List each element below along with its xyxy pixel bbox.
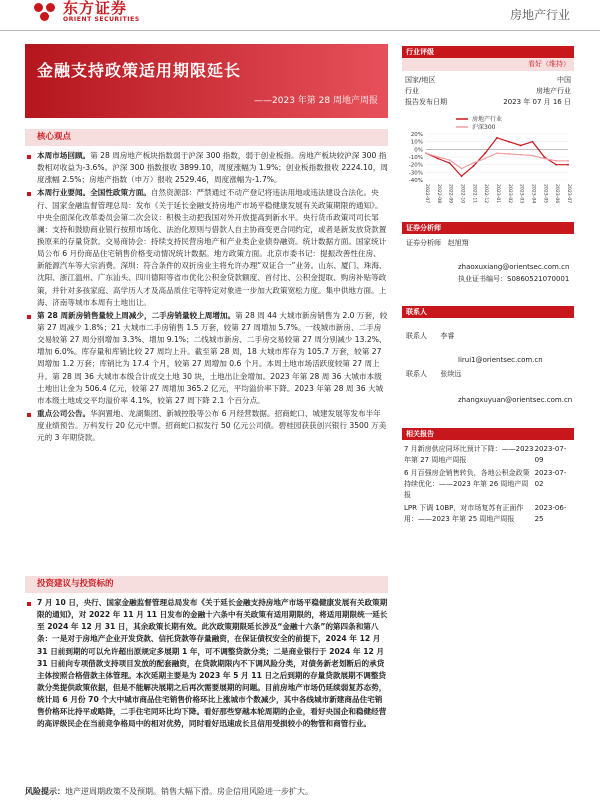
rating-panel bbox=[402, 46, 574, 108]
data-point bbox=[472, 162, 474, 164]
x-tick-label: 2023-01 bbox=[495, 184, 500, 204]
data-point bbox=[543, 158, 545, 160]
related-report[interactable]: LPR 下调 10BP，对市场复苏有正面作用：——2023 年第 25 周地产周报 2023-06-25 bbox=[404, 504, 567, 523]
x-tick-label: 2023-05 bbox=[542, 184, 548, 204]
legend-label: 房地产行业 bbox=[472, 116, 503, 123]
contact-heading: 联系人 bbox=[402, 306, 574, 318]
info-country: 国家/地区 中国 bbox=[405, 76, 571, 84]
y-tick-label: 20% bbox=[410, 132, 423, 138]
contact-panel bbox=[402, 306, 574, 406]
core-item-sales: 第 28 周新房销售量较上周减少，二手房销量较上周增加。第 28 周 44 大城市新房销售为 2.0 万套，较第 27 周减少 1.8%；21 大城市二手房销售 1.5 万套，较第 27 周增加 5.7%。一线城市新房、二手房交易较第 27 周分别增加 3.3%、增加 9.1%；二线城市新房、二手房交易较第 27 周分别减少 13.2%、增加 6.0%。库存量和库销比较 27 周均上升。截至第 28 周，18 大城市库存为 105.7 万套，较第 27 周增加 1.2 万套；库销比为 17.4 个月，较第 27 周增加 0.6 个月。本周土地市场活跃度较第 27 周上升。第 28 周 36 大城市本级合计成交土地 30 块，土地出让金增加。2023 年第 28 周 36 大城市本级土地出让金为 506.4 亿元，较第 27 周增加 365.2 亿元，平均溢价率下降。2023 年第 28 周 36 大城市本级土地成交平均溢价率 4.1%，较第 27 周下降 2.1 个百分点。 bbox=[25, 310, 388, 407]
industry-title: 房地产行业 bbox=[509, 8, 570, 22]
performance-chart bbox=[402, 112, 574, 204]
data-point bbox=[484, 152, 486, 154]
data-point bbox=[555, 164, 557, 166]
advice-section-heading: 投资建议与投资标的 bbox=[25, 576, 388, 593]
data-point bbox=[437, 156, 439, 158]
data-point bbox=[461, 175, 463, 177]
x-tick-label: 2023-06 bbox=[554, 184, 560, 204]
x-tick-label: 2022-11 bbox=[471, 184, 477, 204]
info-date: 报告发布日期 2023 年 07 月 16 日 bbox=[405, 98, 571, 106]
core-item-announcements: 重点公司公告。华润置地、龙湖集团、新城控股等公布 6 月经营数据。招商蛇口、城建发展等发布半年度业绩预告。万科发行 20 亿元中票。招商蛇口拟发行 50 亿元公司债。碧桂园获获创兴银行 3500 万美元的 3 年期贷款。 bbox=[25, 408, 388, 444]
analyst-cert: 执业证书编号：S0860521070001 bbox=[458, 275, 570, 283]
related-report[interactable]: 6 月百强房企销售转负，各地公积金政策持续优化：——2023 年第 26 周地产周报 2023-07-02 bbox=[404, 469, 567, 499]
x-tick-label: 2022-07 bbox=[424, 184, 429, 204]
related-report[interactable]: 7 月新房供应同环比预计下降：——2023 年第 27 周地产周报 2023-07-09 bbox=[404, 445, 567, 464]
related-heading: 相关报告 bbox=[402, 428, 574, 440]
data-point bbox=[508, 141, 510, 143]
data-point bbox=[425, 152, 427, 154]
data-point bbox=[449, 159, 451, 161]
x-tick-label: 2023-03 bbox=[518, 184, 524, 204]
contact-row: 联系人 张续远 bbox=[406, 370, 462, 378]
core-section bbox=[25, 150, 388, 445]
data-point bbox=[555, 160, 557, 162]
data-point bbox=[532, 155, 534, 157]
contact-row: 联系人 李睿 bbox=[406, 332, 455, 340]
data-point bbox=[508, 153, 510, 155]
related-panel bbox=[402, 428, 574, 527]
x-tick-label: 2022-08 bbox=[435, 184, 441, 204]
y-tick-label: -30% bbox=[408, 170, 423, 177]
report-title: 金融支持政策适用期限延长 bbox=[37, 61, 242, 80]
brand-name-cn: 东方证券 bbox=[63, 0, 128, 17]
analyst-email[interactable]: zhaoxuxiang@orientsec.com.cn bbox=[458, 263, 570, 271]
x-tick-label: 2022-12 bbox=[483, 184, 489, 204]
info-industry: 行业 房地产行业 bbox=[405, 87, 571, 95]
analyst-row: 证券分析师 赵旭翔 bbox=[406, 239, 469, 247]
risk-label: 风险提示： bbox=[25, 787, 65, 796]
core-item-market: 本周市场回顾。第 28 周房地产板块指数弱于沪深 300 指数，弱于创业板指。房地产板块较沪深 300 指数相对收益为-3.6%。沪深 300 指数报收 3899.10，周度涨幅为 1.9%；创业板指数报收 2224.10，周度涨幅 2.5%；房地产指数（申万）报收 2529.46，周度涨幅为-1.7%。 bbox=[25, 150, 388, 186]
data-point bbox=[520, 145, 522, 147]
brand-logo-mark bbox=[34, 2, 58, 22]
data-point bbox=[532, 141, 534, 143]
data-point bbox=[449, 162, 451, 164]
x-tick-label: 2023-07 bbox=[566, 184, 571, 204]
advice-text: 7 月 10 日，央行、国家金融监督管理总局发布《关于延长金融支持房地产市场平稳健康发展有关政策期限的通知》，对 2022 年 11 月 11 日发布的金融十六条中有关政策有适用期限的，将适用期限统一延长至 2024 年 12 月 31 日，其余政策长期有效。此次政策期限延长涉及“金融十六条”的第四条和第八条：一是对于房地产企业开发贷款、信托贷款等存量融资，在保证债权安全的前提下，2024 年 12 月 31 日前到期的可以允许超出原规定多展期 1 年，可不调整贷款分类；二是商业银行于 2024 年 12 月 31 日前向专项借款支持项目发放的配套融资，在贷款期限内不下调风险分类，对债务新老划断后的承贷主体按照合格借款主体管理。本次延期主要是为 2023 年 5 月 11 日之后到期的存量贷款展期不调整贷款分类提供政策依据，但是不能解决展期之后再次需要展期的问题。目前房地产市场仍延续弱复苏态势，统计局 6 月份 70 个大中城市商品住宅销售价格环比上涨城市个数减少，其中各线城市新建商品住宅销售价格环比持平或略降，二手住宅同环比均下降。看好那些穿越本轮周期的企业，看好央国企和稳健经营的高评级民企在当前竞争格局中的相对优势，同时看好迅速成长且信用受损较小的物管和商管行业。 bbox=[25, 597, 388, 731]
x-tick-label: 2023-02 bbox=[506, 184, 512, 204]
analyst-name: 赵旭翔 bbox=[447, 239, 469, 247]
y-tick-label: 10% bbox=[410, 139, 423, 146]
brand-logo bbox=[34, 0, 140, 24]
rating-row bbox=[402, 58, 574, 71]
core-section-heading: 核心观点 bbox=[25, 129, 388, 146]
analyst-panel bbox=[402, 222, 574, 285]
data-point bbox=[567, 164, 569, 166]
report-subtitle: ——2023 年第 28 周地产周报 bbox=[254, 96, 378, 106]
x-tick-label: 2023-04 bbox=[530, 184, 536, 204]
y-tick-label: -40% bbox=[408, 178, 423, 184]
data-point bbox=[484, 158, 486, 160]
risk-text: 地产逆周期政策不及预期。销售大幅下滑。房企信用风险进一步扩大。 bbox=[65, 787, 313, 796]
data-point bbox=[520, 154, 522, 156]
y-tick-label: -20% bbox=[408, 162, 423, 169]
brand-name-en: ORIENT SECURITIES bbox=[63, 16, 140, 23]
series-line-1 bbox=[426, 153, 568, 168]
legend-label: 沪深300 bbox=[472, 124, 496, 131]
data-point bbox=[496, 137, 498, 139]
data-point bbox=[437, 158, 439, 160]
data-point bbox=[472, 165, 474, 167]
data-point bbox=[543, 156, 545, 158]
analyst-heading: 证券分析师 bbox=[402, 222, 574, 234]
data-point bbox=[496, 152, 498, 154]
report-banner bbox=[25, 44, 388, 118]
risk-note bbox=[25, 786, 313, 799]
advice-section bbox=[25, 597, 388, 732]
core-item-news: 本周行业要闻。全国性政策方面。自然资源部：严禁通过不动产登记将违法用地或违法建设合法化。央行、国家金融监督管理总局：发布《关于延长金融支持房地产市场平稳健康发展有关政策期限的通知》。中央全面深化改革委员会第二次会议：积极主动把我国对外开放提高到新水平。央行货币政策司司长邹澜：支持和鼓励商业银行按照市场化、法治化原则与借款人自主协商变更合同约定，或者是新发放贷款置换原来的存量贷款。交易商协会：持续支持民营房地产和产业类企业债券融资。统计数据方面。国家统计局公布 6 月份商品住宅销售价格变动情况统计数据。地方政策方面。北京市委书记：提振改善性住房、新能源汽车等大宗消费。深圳：符合条件的双折房业主将允许办理“双证合一”业务。山东、厦门、珠海、沈阳、浙江温州、广东汕头、四川德阳等省市优化公积金贷款额度、首付比、公积金提取、购房补贴等政策，并针对多孩家庭、高学历人才及高品质住宅等特定对象进一步加大政策宽松力度。集中供地方面。上海、济南等城市本周有土地出让。 bbox=[25, 187, 388, 308]
x-tick-label: 2022-10 bbox=[459, 184, 465, 204]
y-tick-label: 0% bbox=[414, 147, 423, 154]
rating-value: 看好（维持） bbox=[528, 60, 570, 68]
data-point bbox=[567, 160, 569, 162]
rating-heading: 行业评级 bbox=[402, 46, 574, 58]
x-tick-label: 2022-09 bbox=[447, 184, 453, 204]
contact-email[interactable]: lirui1@orientsec.com.cn bbox=[458, 356, 543, 364]
contact-email[interactable]: zhangxuyuan@orientsec.com.cn bbox=[458, 396, 573, 404]
data-point bbox=[461, 168, 463, 170]
y-tick-label: -10% bbox=[408, 155, 423, 161]
header-divider bbox=[0, 30, 600, 31]
